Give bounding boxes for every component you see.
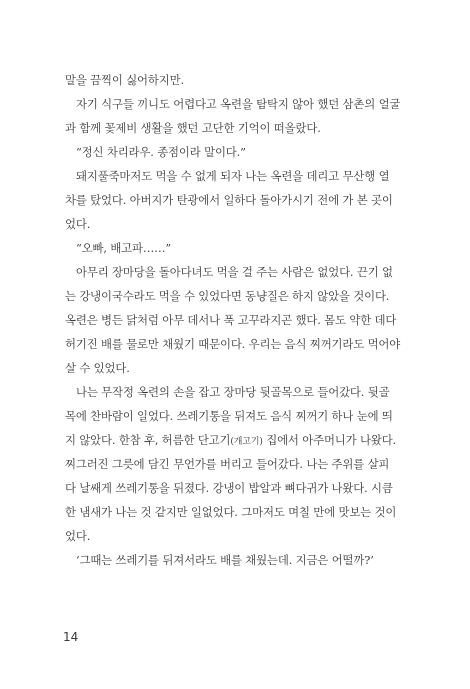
text-line: 목에 찬바람이 일었다. 쓰레기통을 뒤져도 음식 찌꺼기 하나 눈에 띄 <box>65 409 393 423</box>
text-line: ‘그때는 쓰레기를 뒤져서라도 배를 채웠는데. 지금은 어떨까?’ <box>76 553 374 567</box>
text-line <box>65 432 417 448</box>
text-segment: 지 않았다. 한참 후, 허름한 단고기 <box>65 433 231 447</box>
text-line: 과 함께 꽃제비 생활을 했던 고단한 기억이 떠올랐다. <box>65 121 321 135</box>
text-line: 아무리 장마당을 돌아다녀도 먹을 걸 주는 사람은 없었다. 끈기 없 <box>76 265 393 279</box>
text-line: 허기진 배를 물로만 채웠기 때문이다. 우리는 음식 찌꺼기라도 먹어야 <box>65 337 401 351</box>
inline-note: (개고기) <box>230 437 263 447</box>
text-line: 었다. <box>65 529 91 543</box>
page-number: 14 <box>63 630 79 644</box>
text-line: “정신 차리라우. 종점이라 말이다.” <box>76 145 246 159</box>
text-segment: 집에서 아주머니가 나왔다. <box>262 433 397 447</box>
text-line: 차를 탔었다. 아버지가 탄광에서 일하다 돌아가시기 전에 가 본 곳이 <box>65 193 393 207</box>
text-line: 었다. <box>65 217 91 231</box>
text-line: “오빠, 배고파……” <box>76 241 172 255</box>
text-line: 나는 무작정 옥련의 손을 잡고 장마당 뒷골목으로 들어갔다. 뒷골 <box>76 385 390 399</box>
text-line: 찌그러진 그릇에 담긴 무언가를 버리고 들어갔다. 나는 주위를 살피 <box>65 457 390 471</box>
text-line: 자기 식구들 끼니도 어렵다고 옥련을 탐탁지 않아 했던 삼촌의 얼굴 <box>76 97 401 111</box>
text-line: 한 냄새가 나는 것 같지만 일없었다. 그마저도 며칠 만에 맛보는 것이 <box>65 505 397 519</box>
text-line: 옥련은 병든 닭처럼 아무 데서나 푹 고꾸라지곤 했다. 몸도 약한 데다 <box>65 313 397 327</box>
text-line: 다 날쌔게 쓰레기통을 뒤졌다. 강냉이 밥알과 뼈다귀가 나왔다. 시큼 <box>65 481 393 495</box>
text-line: 살 수 있었다. <box>65 361 130 375</box>
text-line: 는 강냉이국수라도 먹을 수 있었다면 동냥질은 하지 않았을 것이다. <box>65 289 390 303</box>
body-text <box>65 72 417 568</box>
text-line: 말을 끔찍이 싫어하지만. <box>65 73 184 87</box>
text-line: 돼지풀죽마저도 먹을 수 없게 되자 나는 옥련을 데리고 무산행 열 <box>76 169 390 183</box>
